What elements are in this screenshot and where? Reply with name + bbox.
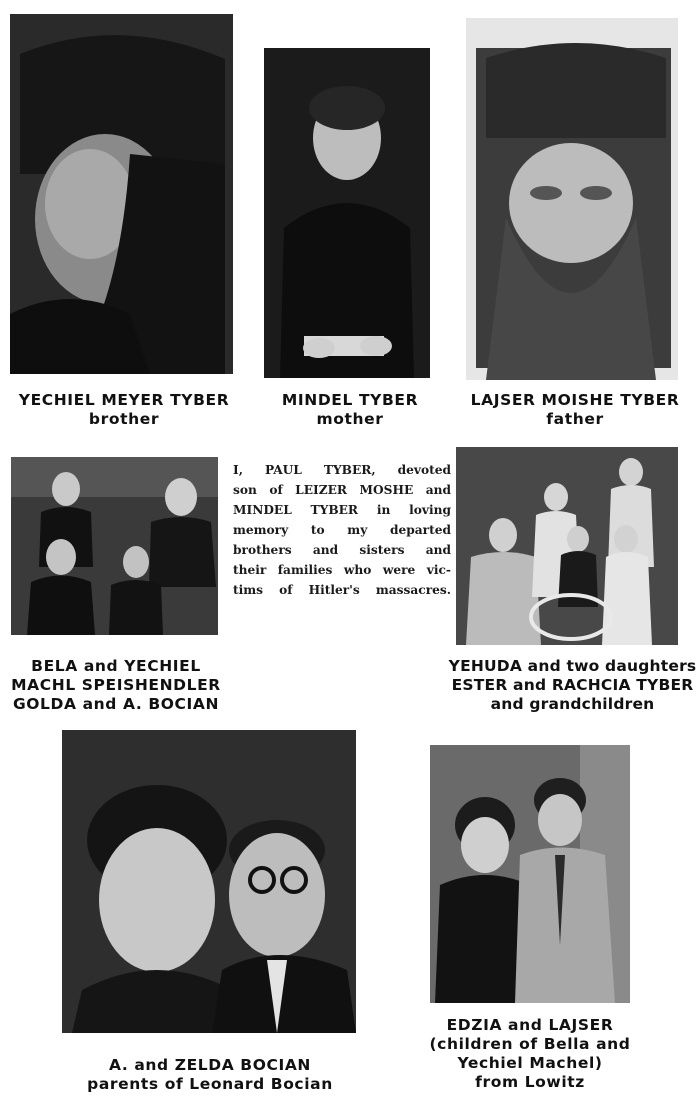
dedication-line: their families who were vic- [233,563,451,577]
caption-bela-group [0,657,232,714]
dedication-line: MINDEL TYBER in loving [233,503,451,517]
portrait-man-hat [10,14,233,374]
caption-line: YEHUDA and two daughters [448,657,697,675]
caption-line: Yechiel Machel) [457,1054,603,1072]
caption-name: YECHIEL MEYER TYBER [18,391,230,409]
caption-relation: mother [316,410,384,428]
caption-line: BELA and YECHIEL [31,657,201,675]
dedication-line: son of LEIZER MOSHE and [233,483,451,497]
photo-edzia-lajser [430,745,630,1003]
photo-yechiel-meyer-tyber [10,14,233,374]
caption-line: EDZIA and LAJSER [446,1016,614,1034]
caption-line: parents of Leonard Bocian [87,1075,333,1093]
couple-portrait [62,730,356,1033]
caption-line: ESTER and RACHCIA TYBER [451,676,694,694]
caption-relation: brother [88,410,160,428]
caption-edzia-lajser [420,1016,640,1092]
caption-line: A. and ZELDA BOCIAN [108,1056,312,1074]
photo-yehuda-family [456,447,678,645]
siblings-portrait [430,745,630,1003]
caption-yechiel-meyer-tyber [0,391,248,429]
caption-mindel-tyber [255,391,445,429]
caption-line: GOLDA and A. BOCIAN [12,695,220,713]
caption-relation: father [546,410,604,428]
caption-line: MACHL SPEISHENDLER [11,676,221,694]
photo-bela-yechiel-group [11,457,218,635]
group-portrait [11,457,218,635]
caption-line: from Lowitz [475,1073,585,1091]
photo-lajser-moishe-tyber [466,18,678,380]
caption-lajser-moishe-tyber [450,391,700,429]
dedication-line: I, PAUL TYBER, devoted [233,463,451,477]
caption-line: and grandchildren [490,695,655,713]
caption-name: MINDEL TYBER [281,391,419,409]
dedication-line: memory to my departed [233,523,451,537]
portrait-bearded-man [466,18,678,380]
caption-line: (children of Bella and [429,1035,631,1053]
portrait-woman [264,48,430,378]
photo-zelda-bocian [62,730,356,1033]
dedication-text [233,460,451,600]
dedication-line: brothers and sisters and [233,543,451,557]
photo-mindel-tyber [264,48,430,378]
dedication-line: tims of Hitler's massacres. [233,583,451,597]
family-portrait [456,447,678,645]
caption-zelda-bocian [60,1056,360,1094]
caption-yehuda-family [445,657,700,714]
caption-name: LAJSER MOISHE TYBER [470,391,680,409]
